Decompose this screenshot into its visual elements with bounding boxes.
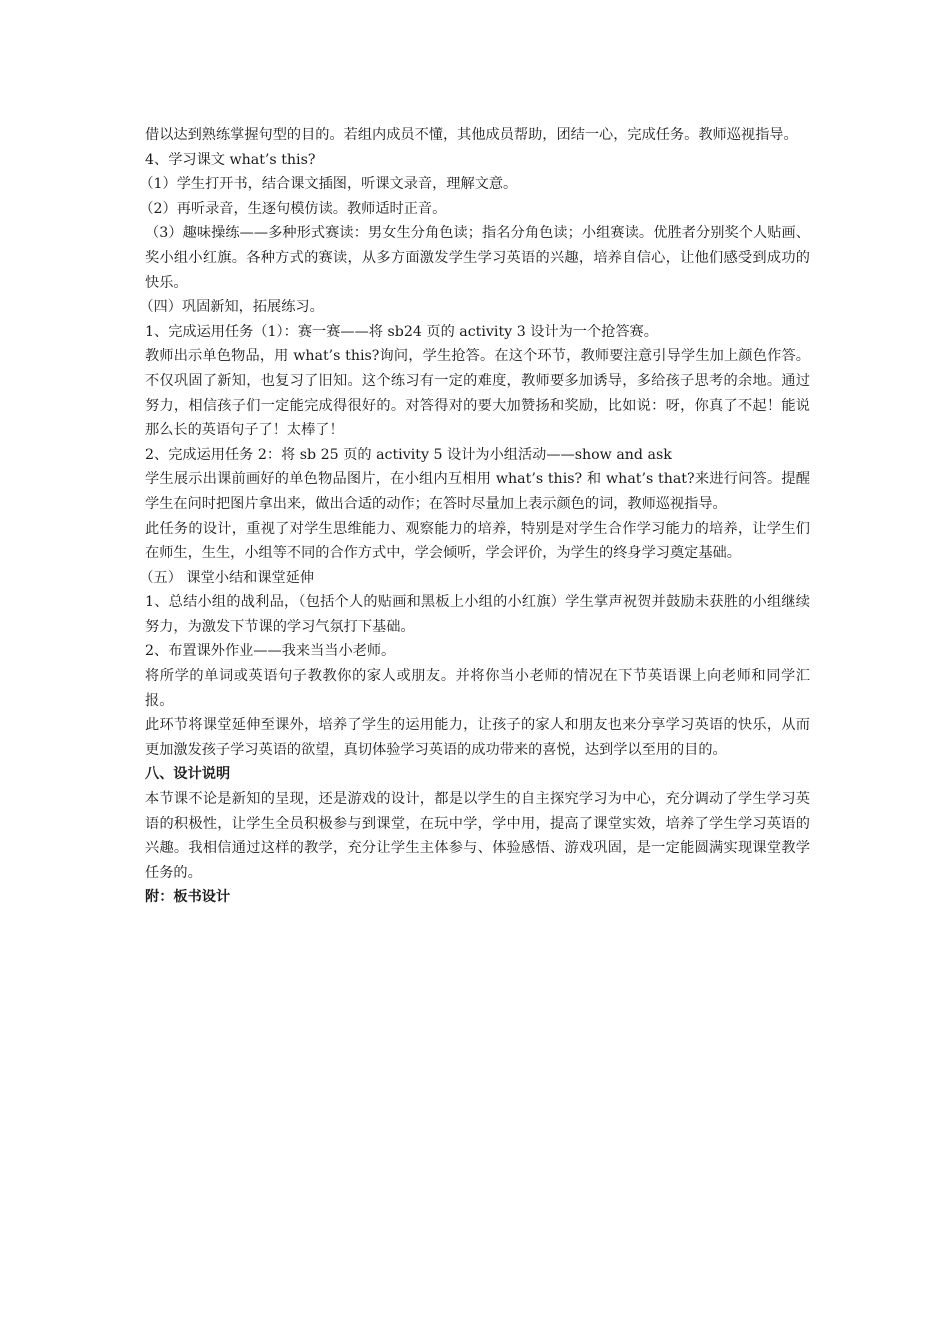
list-item-2: （2）再听录音，生逐句模仿读。教师适时正音。 — [139, 200, 447, 217]
task-2-heading: 2、完成运用任务 2：将 sb 25 页的 activity 5 设计为小组活动——show and ask — [145, 446, 672, 463]
summary-item-1: 1、总结小组的战利品，（包括个人的贴画和黑板上小组的小红旗）学生掌声祝贺并鼓励未获胜的小组继续努力，为激发下节课的学习气氛打下基础。 — [145, 594, 810, 635]
document-page — [139, 123, 810, 910]
section-heading-4: （四）巩固新知，拓展练习。 — [139, 299, 324, 316]
section-heading-5: （五） 课堂小结和课堂延伸 — [139, 569, 315, 586]
task-2-body: 学生展示出课前画好的单色物品图片，在小组内互相用 what’s this? 和 what’s that?来进行问答。提醒学生在问时把图片拿出来，做出合适的动作；在答时尽量加上表示颜色的词，教师巡视指导。 — [145, 471, 810, 512]
homework-body: 将所学的单词或英语句子教教你的家人或朋友。并将你当小老师的情况在下节英语课上向老师和同学汇报。 — [145, 668, 810, 709]
list-item-1: （1）学生打开书，结合课文插图，听课文录音，理解文意。 — [139, 176, 518, 193]
task-1-body: 教师出示单色物品，用 what’s this?询问，学生抢答。在这个环节，教师要注意引导学生加上颜色作答。不仅巩固了新知，也复习了旧知。这个练习有一定的难度，教师要多加诱导，多给孩子思考的余地。通过努力，相信孩子们一定能完成得很好的。对答得对的要大加赞扬和奖励，比如说：呀，你真了不起！能说那么长的英语句子了！太棒了！ — [145, 348, 810, 439]
blackboard-design-heading: 附：板书设计 — [145, 889, 231, 906]
homework-rationale: 此环节将课堂延伸至课外，培养了学生的运用能力，让孩子的家人和朋友也来分享学习英语的快乐，从而更加激发孩子学习英语的欲望，真切体验学习英语的成功带来的喜悦，达到学以至用的目的。 — [145, 717, 810, 758]
design-notes-heading: 八、设计说明 — [145, 766, 231, 783]
summary-item-2: 2、布置课外作业——我来当当小老师。 — [145, 643, 396, 660]
list-item-3: （3）趣味操练——多种形式赛读：男女生分角色读；指名分角色读；小组赛读。优胜者分别奖个人贴画、奖小组小红旗。各种方式的赛读，从多方面激发学生学习英语的兴趣，培养自信心，让他们感受到成功的快乐。 — [145, 225, 810, 291]
task-1-heading: 1、完成运用任务（1）：赛一赛——将 sb24 页的 activity 3 设计为一个抢答赛。 — [145, 323, 658, 340]
task-2-rationale: 此任务的设计，重视了对学生思维能力、观察能力的培养，特别是对学生合作学习能力的培养，让学生们在师生，生生，小组等不同的合作方式中，学会倾听，学会评价，为学生的终身学习奠定基础。 — [145, 520, 810, 562]
design-notes-body: 本节课不论是新知的呈现，还是游戏的设计，都是以学生的自主探究学习为中心，充分调动了学生学习英语的积极性，让学生全员积极参与到课堂，在玩中学，学中用，提高了课堂实效，培养了学生学习英语的兴趣。我相信通过这样的教学，充分让学生主体参与、体验感悟、游戏巩固，是一定能圆满实现课堂教学任务的。 — [145, 791, 810, 881]
heading-step-4: 4、学习课文 what’s this? — [145, 151, 316, 168]
paragraph-intro-continuation: 借以达到熟练掌握句型的目的。若组内成员不懂，其他成员帮助，团结一心，完成任务。教师巡视指导。 — [145, 127, 798, 143]
